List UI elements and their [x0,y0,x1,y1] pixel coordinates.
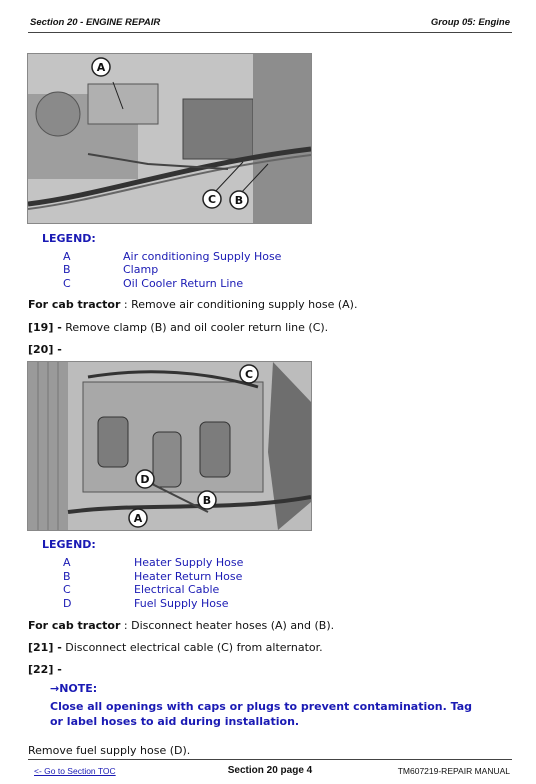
figure-2-image [27,361,312,531]
manual-id: TM607219-REPAIR MANUAL [397,766,510,776]
legend-1-letter: C [63,277,71,290]
step-20: [20] - [28,343,62,356]
figure-1-image [27,53,312,224]
legend-2-desc: Fuel Supply Hose [134,597,229,610]
legend-2-desc: Electrical Cable [134,583,220,596]
section-title: Section 20 - ENGINE REPAIR [30,17,161,28]
callout-a-fig1 [92,58,110,76]
note-text: Close all openings with caps or plugs to prevent contamination. Tag or label hoses to aid during installation. [50,700,473,728]
svg-text:C: C [207,193,217,206]
callout-c-fig2 [240,365,258,383]
legend-1-desc: Air conditioning Supply Hose [123,250,282,263]
legend-2-letter: D [63,597,72,610]
svg-text:C: C [244,368,254,381]
legend-1-letter: A [63,250,71,263]
cab-step-1: For cab tractor : Remove air conditioning supply hose (A). [28,298,358,311]
callout-b-fig2 [198,491,216,509]
figure-2-drawing [28,362,311,530]
note-heading: →NOTE: [50,682,98,695]
legend-2-letter: B [63,570,71,583]
page-number: Section 20 page 4 [227,765,313,776]
step-21: [21] - Disconnect electrical cable (C) from alternator. [28,641,323,654]
callout-b-fig1 [230,191,248,209]
svg-text:A: A [133,512,143,525]
figure-1-drawing [28,54,311,223]
cab-step-2: For cab tractor : Disconnect heater hoses (A) and (B). [28,619,335,632]
page-footer [28,759,512,780]
section-toc-link[interactable]: <- Go to Section TOC [34,766,116,776]
group-title: Group 05: Engine [430,17,510,28]
legend-2-letter: A [63,556,71,569]
legend-2-desc: Heater Return Hose [134,570,243,583]
page-header [28,15,512,33]
svg-text:D: D [140,473,150,486]
final-step: Remove fuel supply hose (D). [28,744,191,757]
callout-c-fig1 [203,190,221,208]
svg-text:B: B [202,494,212,507]
callout-a-fig2 [129,509,147,527]
legend-2-title: LEGEND: [42,538,96,551]
legend-2-desc: Heater Supply Hose [134,556,244,569]
legend-1-desc: Oil Cooler Return Line [123,277,244,290]
legend-1-title: LEGEND: [42,232,96,245]
step-22: [22] - [28,663,62,676]
svg-text:A: A [96,61,106,74]
callout-d-fig2 [136,470,154,488]
step-19: [19] - Remove clamp (B) and oil cooler return line (C). [28,321,329,334]
legend-2-letter: C [63,583,71,596]
legend-1-desc: Clamp [123,263,159,276]
svg-text:B: B [234,194,244,207]
legend-1-letter: B [63,263,71,276]
